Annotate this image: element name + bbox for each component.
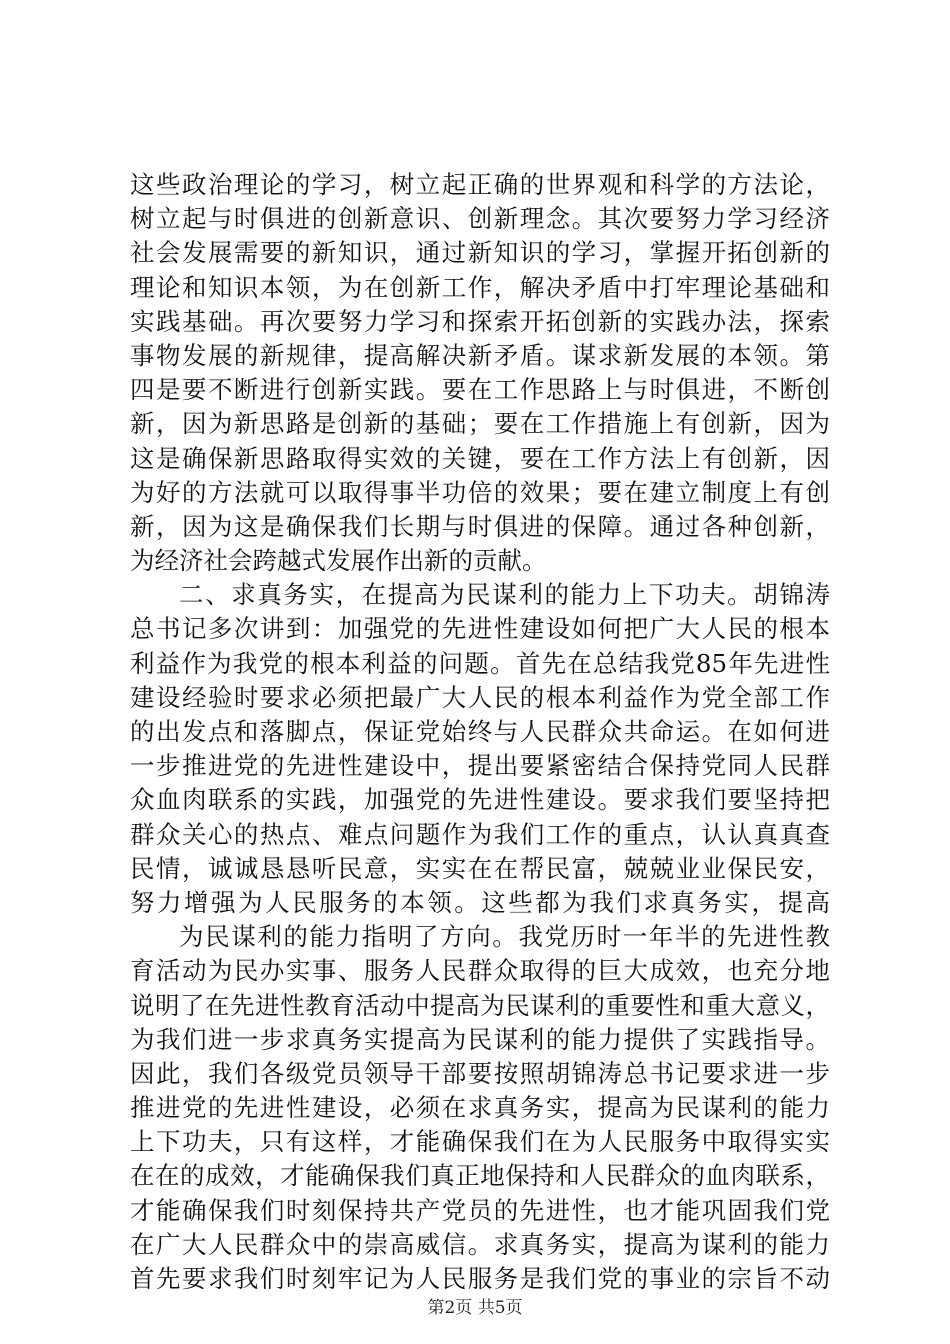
text-line: 才能确保我们时刻保持共产党员的先进性，也才能巩固我们党 — [130, 1195, 830, 1225]
text-line: 说明了在先进性教育活动中提高为民谋利的重要性和重大意义， — [130, 990, 830, 1020]
text-line: 建设经验时要求必须把最广大人民的根本利益作为党全部工作 — [130, 682, 830, 712]
text-line: 因此，我们各级党员领导干部要按照胡锦涛总书记要求进一步 — [130, 1058, 830, 1088]
text-line: 育活动为民办实事、服务人民群众取得的巨大成效，也充分地 — [130, 956, 830, 986]
text-line: 为好的方法就可以取得事半功倍的效果；要在建立制度上有创 — [130, 477, 830, 507]
text-line: 在广大人民群众中的崇高威信。求真务实，提高为谋利的能力 — [130, 1229, 830, 1259]
text-line: 事物发展的新规律，提高解决新矛盾。谋求新发展的本领。第 — [130, 340, 830, 370]
document-body — [130, 168, 830, 1296]
text-line: 众血肉联系的实践，加强党的先进性建设。要求我们要坚持把 — [130, 785, 830, 815]
text-line: 为经济社会跨越式发展作出新的贡献。 — [130, 546, 547, 576]
text-line: 理论和知识本领，为在创新工作，解决矛盾中打牢理论基础和 — [130, 272, 830, 302]
text-line: 努力增强为人民服务的本领。这些都为我们求真务实，提高 — [130, 887, 830, 917]
text-line: 新，因为这是确保我们长期与时俱进的保障。通过各种创新， — [130, 511, 830, 541]
text-line: 这些政治理论的学习，树立起正确的世界观和科学的方法论， — [130, 170, 830, 199]
text-line: 上下功夫，只有这样，才能确保我们在为人民服务中取得实实 — [130, 1127, 830, 1157]
text-line: 这是确保新思路取得实效的关键，要在工作方法上有创新，因 — [130, 443, 830, 473]
text-line: 社会发展需要的新知识，通过新知识的学习，掌握开拓创新的 — [130, 238, 830, 268]
text-line: 在在的成效，才能确保我们真正地保持和人民群众的血肉联系， — [130, 1161, 830, 1191]
text-line: 一步推进党的先进性建设中，提出要紧密结合保持党同人民群 — [130, 751, 830, 781]
text-line: 新，因为新思路是创新的基础；要在工作措施上有创新，因为 — [130, 409, 830, 439]
text-line: 民情，诚诚恳恳听民意，实实在在帮民富，兢兢业业保民安， — [130, 853, 830, 883]
text-line: 总书记多次讲到：加强党的先进性建设如何把广大人民的根本 — [130, 614, 830, 644]
text-line: 的出发点和落脚点，保证党始终与人民群众共命运。在如何进 — [130, 717, 830, 746]
paragraph-start-line: 二、求真务实，在提高为民谋利的能力上下功夫。胡锦涛 — [179, 580, 830, 610]
text-line: 树立起与时俱进的创新意识、创新理念。其次要努力学习经济 — [130, 204, 830, 234]
text-line: 为我们进一步求真务实提高为民谋利的能力提供了实践指导。 — [130, 1024, 830, 1054]
text-line: 推进党的先进性建设，必须在求真务实，提高为民谋利的能力 — [130, 1093, 830, 1123]
paragraph-start-line: 为民谋利的能力指明了方向。我党历时一年半的先进性教 — [179, 922, 830, 952]
text-line: 群众关心的热点、难点问题作为我们工作的重点，认认真真查 — [130, 819, 830, 849]
text-line: 首先要求我们时刻牢记为人民服务是我们党的事业的宗旨不动 — [130, 1264, 830, 1293]
text-line: 四是要不断进行创新实践。要在工作思路上与时俱进，不断创 — [130, 375, 830, 405]
text-line: 利益作为我党的根本利益的问题。首先在总结我党85年先进性 — [130, 648, 830, 678]
page-number-footer: 第2页 共5页 — [427, 1298, 523, 1318]
text-line: 实践基础。再次要努力学习和探索开拓创新的实践办法，探索 — [130, 306, 830, 336]
